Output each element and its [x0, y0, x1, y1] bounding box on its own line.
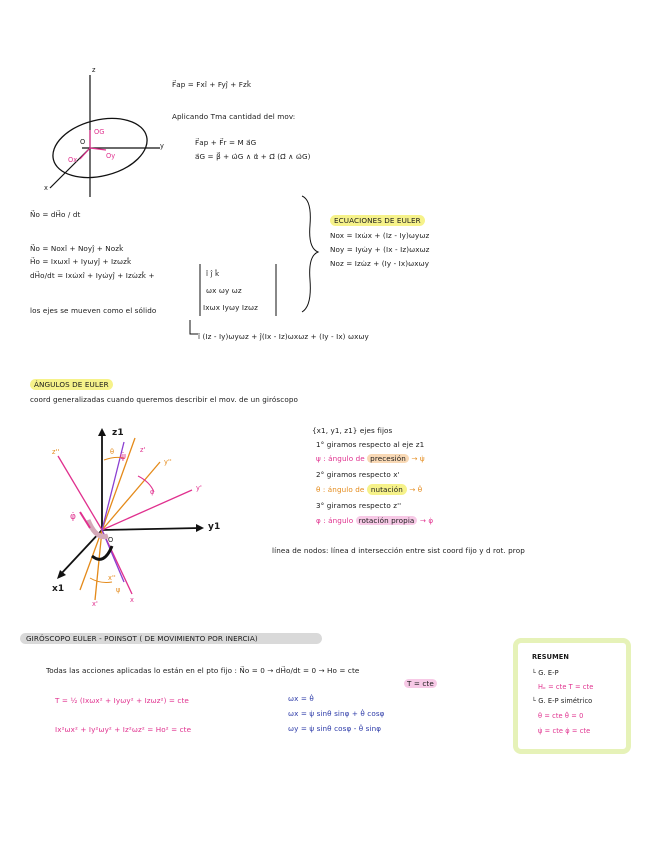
summary-box: [513, 638, 631, 754]
euler-angles-diagram: [57, 428, 204, 600]
oy-label: Oy: [106, 152, 116, 160]
own-rotation-highlight: rotación propia: [356, 516, 418, 525]
psi-dot: → ψ̇: [411, 454, 425, 463]
fap-equation: F⃗ap = Fxî + Fyĵ + Fzk̂: [172, 80, 252, 89]
psi-symbol: ψ : ángulo de: [316, 454, 365, 463]
summary-line-1: └ G. E-P: [532, 669, 559, 677]
omega-y: ωy = ψ̇ sinθ cosφ - θ̇ sinφ: [288, 724, 382, 733]
z1-label: z1: [112, 428, 124, 438]
origin-label: O: [80, 138, 86, 146]
phidot-diagram-label: φ̇: [70, 512, 77, 522]
t-cte-highlight: T = cte: [404, 679, 437, 688]
axes-move-note: los ejes se mueven como el sólido: [30, 306, 157, 315]
phi-symbol: φ : ángulo: [316, 516, 354, 525]
det-row-3: Ixωx Iyωy Izωz: [203, 303, 258, 312]
euler-eq-z: Noz = Izω̇z + (Iy - Ix)ωxωy: [330, 259, 430, 268]
euler-eq-y: Noy = Iyω̇y + (Ix - Iz)ωxωz: [330, 245, 430, 254]
psi-diagram-label: ψ: [116, 586, 121, 594]
euler-angles-title: ÁNGULOS DE EULER: [30, 379, 113, 390]
moment-eq-3: H⃗o = Ixωxî + Iyωyĵ + Izωzk̂: [30, 257, 132, 266]
det-row-2: ωx ωy ωz: [206, 286, 242, 295]
step-3: 3° giramos respecto z'': [316, 501, 402, 510]
omega-x-2: ωx = ψ̇ sinθ sinφ + θ̇ cosφ: [288, 709, 385, 718]
axis-z-label: z: [92, 66, 96, 74]
step-2-angle: [316, 485, 422, 494]
zp-label: z': [140, 446, 146, 454]
det-row-1: î ĵ k̂: [206, 269, 220, 278]
acceleration-equation: a⃗G = β⃗ + ω⃗G ∧ α⃗ + Ω⃗ (Ω⃗ ∧ ω⃗G): [195, 152, 311, 161]
yn-label: y'': [164, 458, 172, 466]
fixed-axes-text: {x1, y1, z1} ejes fijos: [312, 426, 393, 435]
step-1: 1° giramos respecto al eje z1: [316, 440, 425, 449]
og-label: OG: [94, 128, 105, 136]
summary-line-5: ψ̇ = cte φ̇ = cte: [538, 727, 591, 735]
summary-line-4: θ = cte θ̇ = 0: [538, 712, 584, 720]
force-equation: F⃗ap + F⃗r = M a⃗G: [195, 138, 257, 147]
o-diagram-label: O: [108, 536, 114, 544]
line-of-nodes: línea de nodos: línea d intersección entre sist coord fijo y d rot. prop: [272, 546, 525, 555]
phi-dot: → φ̇: [419, 516, 434, 525]
euler-angles-desc: coord generalizadas cuando queremos describir el mov. de un giróscopo: [30, 395, 298, 404]
precession-highlight: precesión: [367, 454, 409, 463]
y1-label: y1: [208, 522, 221, 532]
aplicando-text: Aplicando Tma cantidad del mov:: [172, 112, 296, 121]
kinetic-energy-eq: T = ½ (Ixωx² + Iyωy² + Izωz²) = cte: [55, 696, 189, 705]
zn-label: z'': [52, 448, 60, 456]
theta-dot: → θ̇: [409, 485, 423, 494]
ox-label: Ox: [68, 156, 78, 164]
brace: [302, 196, 318, 312]
cross-product-result: î (Iz - Iy)ωyωz + ĵ(Ix - Iz)ωxωz + (Iy - Ix) ωxωy: [198, 332, 369, 341]
moment-eq-2: N⃗o = Noxî + Noyĵ + Nozk̂: [30, 244, 124, 253]
theta-diagram-label: θ: [110, 448, 115, 456]
euler-equations-title: ECUACIONES DE EULER: [330, 215, 425, 226]
step-3-angle: [316, 516, 433, 525]
top-axes-diagram: [47, 75, 160, 197]
psidot-diagram-label: ψ̇: [120, 452, 127, 462]
summary-title: RESUMEN: [532, 653, 569, 661]
moment-eq-1: N⃗o = dH⃗o / dt: [30, 210, 81, 219]
angular-momentum-eq: Ix²ωx² + Iy²ωy² + Iz²ωz² = Ho² = cte: [55, 725, 192, 734]
yp-label: y': [196, 484, 202, 492]
moment-eq-4: dH⃗o/dt = Ixω̇xî + Iyω̇yĵ + Izω̇zk̂ +: [30, 271, 155, 280]
axis-y-label: y: [160, 142, 165, 150]
step-2: 2° giramos respecto x': [316, 470, 400, 479]
theta-symbol: θ : ángulo de: [316, 485, 365, 494]
axis-x-label: x: [44, 184, 49, 192]
applied-actions-text: Todas las acciones aplicadas lo están en el pto fijo : N⃗o = 0 → dH⃗o/dt = 0 → Ho = cte: [46, 666, 360, 675]
omega-x-1: ωx = θ̇: [288, 694, 314, 703]
summary-line-2: Hₒ = cte T = cte: [538, 683, 594, 691]
x1-label: x1: [52, 584, 65, 594]
summary-line-3: └ G. E-P simétrico: [532, 697, 593, 705]
x-label: x: [130, 596, 135, 604]
euler-eq-x: Nox = Ixω̇x + (Iz - Iy)ωyωz: [330, 231, 430, 240]
step-1-angle: [316, 454, 425, 463]
phi-diagram-label: φ: [150, 488, 155, 496]
xn-label: x'': [108, 574, 116, 582]
nutation-highlight: nutación: [367, 484, 407, 495]
gyroscope-title: GIRÓSCOPO EULER - POINSOT ( DE MOVIMIENTO POR INERCIA): [20, 633, 322, 644]
xp-label: x': [92, 600, 98, 608]
